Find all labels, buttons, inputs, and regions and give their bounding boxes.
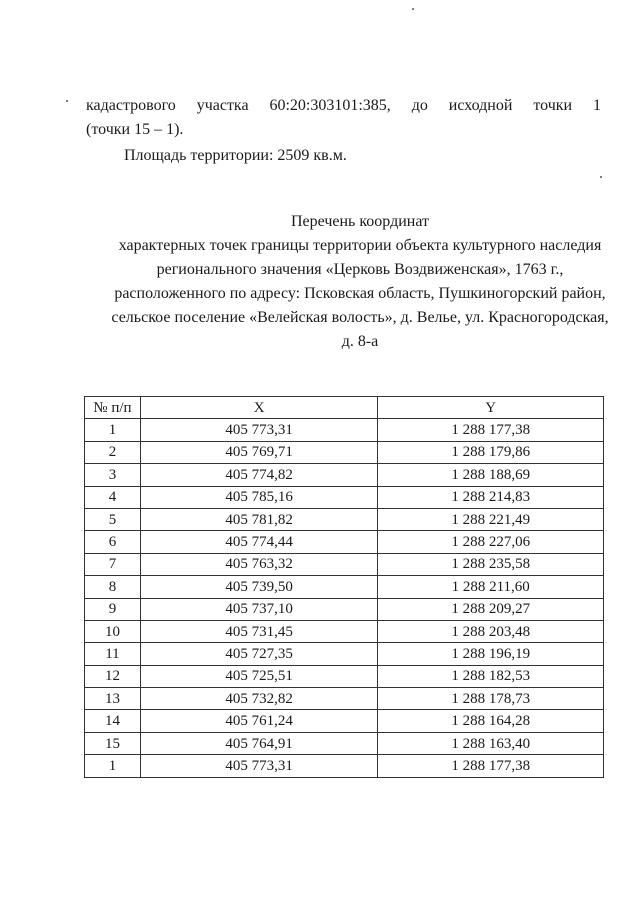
y-coordinate-cell: 1 288 214,83 [378,486,604,508]
table-row [85,464,604,486]
table-row [85,531,604,553]
point-number-cell: 3 [85,464,141,486]
intro-line-1 [86,94,601,118]
x-coordinate-cell: 405 764,91 [140,732,378,754]
y-coordinate-cell: 1 288 209,27 [378,598,604,620]
point-number-cell: 10 [85,620,141,642]
intro-word: кадастрового [86,97,176,114]
x-coordinate-cell: 405 774,44 [140,531,378,553]
point-number-cell: 6 [85,531,141,553]
x-coordinate-cell: 405 737,10 [140,598,378,620]
point-number-cell: 11 [85,643,141,665]
table-row [85,419,604,441]
point-number-cell: 12 [85,665,141,687]
point-number-cell: 1 [85,755,141,777]
x-coordinate-cell: 405 739,50 [140,576,378,598]
scan-speck [66,100,68,102]
point-number-cell: 5 [85,508,141,530]
scan-speck [412,8,414,10]
table-body [85,419,604,777]
table-row [85,576,604,598]
point-number-cell: 2 [85,441,141,463]
y-coordinate-cell: 1 288 221,49 [378,508,604,530]
x-coordinate-cell: 405 773,31 [140,419,378,441]
y-coordinate-cell: 1 288 179,86 [378,441,604,463]
y-coordinate-cell: 1 288 211,60 [378,576,604,598]
x-coordinate-cell: 405 769,71 [140,441,378,463]
y-coordinate-cell: 1 288 196,19 [378,643,604,665]
heading-line: Перечень координат [290,213,430,230]
heading-line: сельское поселение «Велейская волость», д. Велье, ул. Красногородская, [111,309,609,326]
point-number-cell: 14 [85,710,141,732]
x-coordinate-cell: 405 732,82 [140,688,378,710]
table-row [85,710,604,732]
y-coordinate-cell: 1 288 177,38 [378,419,604,441]
header-y: Y [378,397,604,419]
x-coordinate-cell: 405 774,82 [140,464,378,486]
table-row [85,441,604,463]
intro-line-2: (точки 15 – 1). [86,121,184,138]
area-statement: Площадь территории: 2509 кв.м. [124,147,347,164]
x-coordinate-cell: 405 763,32 [140,553,378,575]
intro-word: 60:20:303101:385, [269,97,391,114]
table-row [85,620,604,642]
intro-word: исходной [448,97,513,114]
intro-word: 1 [592,97,601,114]
table-row [85,508,604,530]
point-number-cell: 13 [85,688,141,710]
heading-line: характерных точек границы территории объекта культурного наследия [118,237,602,254]
y-coordinate-cell: 1 288 178,73 [378,688,604,710]
y-coordinate-cell: 1 288 164,28 [378,710,604,732]
table-row [85,755,604,777]
intro-word: до [411,97,428,114]
point-number-cell: 8 [85,576,141,598]
header-number: № п/п [85,397,141,419]
point-number-cell: 9 [85,598,141,620]
point-number-cell: 4 [85,486,141,508]
coordinates-heading [60,210,640,354]
heading-line: регионального значения «Церковь Воздвиженская», 1763 г., [156,261,564,278]
intro-paragraph [86,94,601,142]
x-coordinate-cell: 405 731,45 [140,620,378,642]
x-coordinate-cell: 405 781,82 [140,508,378,530]
point-number-cell: 7 [85,553,141,575]
heading-line: расположенного по адресу: Псковская область, Пушкиногорский район, [114,285,606,302]
x-coordinate-cell: 405 761,24 [140,710,378,732]
scan-speck [600,176,602,178]
y-coordinate-cell: 1 288 182,53 [378,665,604,687]
table-row [85,688,604,710]
table-row [85,553,604,575]
table-row [85,643,604,665]
y-coordinate-cell: 1 288 203,48 [378,620,604,642]
coordinates-table [84,396,604,778]
table-row [85,732,604,754]
table-row [85,665,604,687]
table-row [85,598,604,620]
y-coordinate-cell: 1 288 188,69 [378,464,604,486]
intro-word: точки [533,97,573,114]
x-coordinate-cell: 405 785,16 [140,486,378,508]
header-x: X [140,397,378,419]
table-row [85,486,604,508]
point-number-cell: 1 [85,419,141,441]
table-header-row [85,397,604,419]
y-coordinate-cell: 1 288 227,06 [378,531,604,553]
intro-word: участка [196,97,249,114]
y-coordinate-cell: 1 288 235,58 [378,553,604,575]
y-coordinate-cell: 1 288 163,40 [378,732,604,754]
x-coordinate-cell: 405 773,31 [140,755,378,777]
point-number-cell: 15 [85,732,141,754]
heading-line: д. 8-а [341,333,379,350]
x-coordinate-cell: 405 727,35 [140,643,378,665]
y-coordinate-cell: 1 288 177,38 [378,755,604,777]
x-coordinate-cell: 405 725,51 [140,665,378,687]
